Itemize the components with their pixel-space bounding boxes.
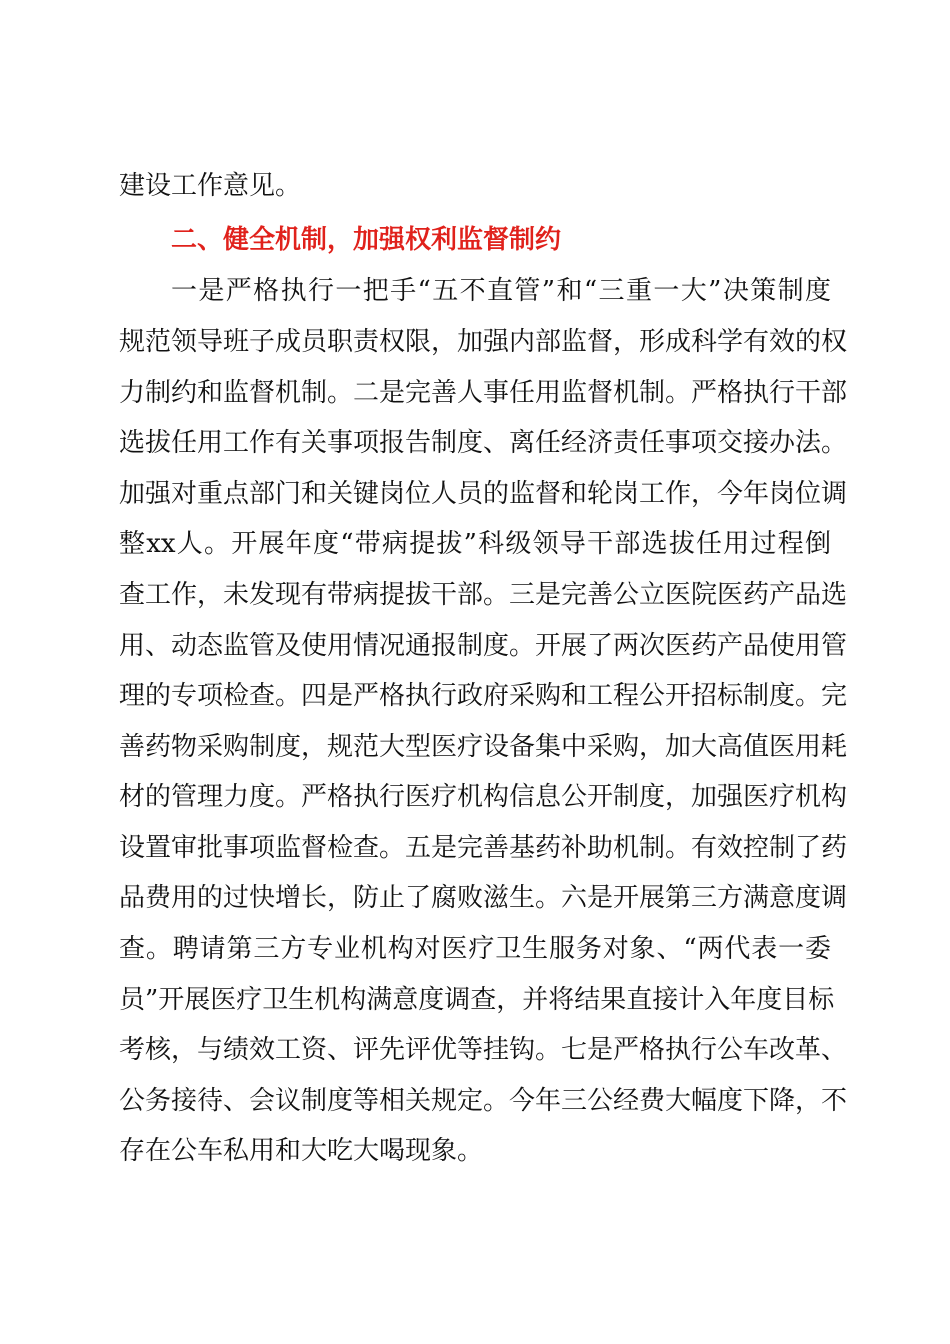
paragraph-line: 公务接待、会议制度等相关规定。今年三公经费大幅度下降，不 xyxy=(119,1086,848,1116)
paragraph-line: 理的专项检查。四是严格执行政府采购和工程公开招标制度。完 xyxy=(119,681,848,711)
paragraph-line: 整xx人。开展年度“带病提拔”科级领导干部选拔任用过程倒 xyxy=(119,529,831,559)
paragraph-line: 存在公车私用和大吃大喝现象。 xyxy=(119,1136,484,1166)
paragraph-line: 力制约和监督机制。二是完善人事任用监督机制。严格执行干部 xyxy=(119,378,848,408)
paragraph-line: 善药物采购制度，规范大型医疗设备集中采购，加大高值医用耗 xyxy=(119,732,848,762)
paragraph-line: 员”开展医疗卫生机构满意度调查，并将结果直接计入年度目标 xyxy=(119,985,835,1015)
paragraph-line: 查工作，未发现有带病提拔干部。三是完善公立医院医药产品选 xyxy=(119,580,848,610)
paragraph-line: 规范领导班子成员职责权限，加强内部监督，形成科学有效的权 xyxy=(119,327,848,357)
paragraph-line: 选拔任用工作有关事项报告制度、离任经济责任事项交接办法。 xyxy=(119,428,848,458)
paragraph-line: 查。聘请第三方专业机构对医疗卫生服务对象、“两代表一委 xyxy=(119,934,831,964)
paragraph-line: 加强对重点部门和关键岗位人员的监督和轮岗工作，今年岗位调 xyxy=(119,479,848,509)
paragraph-line: 用、动态监管及使用情况通报制度。开展了两次医药产品使用管 xyxy=(119,631,848,661)
paragraph-line: 设置审批事项监督检查。五是完善基药补助机制。有效控制了药 xyxy=(119,833,848,863)
paragraph-line: 一是严格执行一把手“五不直管”和“三重一大”决策制度 xyxy=(171,276,831,306)
paragraph-line: 材的管理力度。严格执行医疗机构信息公开制度，加强医疗机构 xyxy=(119,782,848,812)
paragraph-line: 考核，与绩效工资、评先评优等挂钩。七是严格执行公车改革、 xyxy=(119,1035,848,1065)
paragraph-line: 品费用的过快增长，防止了腐败滋生。六是开展第三方满意度调 xyxy=(119,883,848,913)
section-heading: 二、健全机制，加强权利监督制约 xyxy=(171,225,562,255)
intro-line: 建设工作意见。 xyxy=(119,171,302,201)
